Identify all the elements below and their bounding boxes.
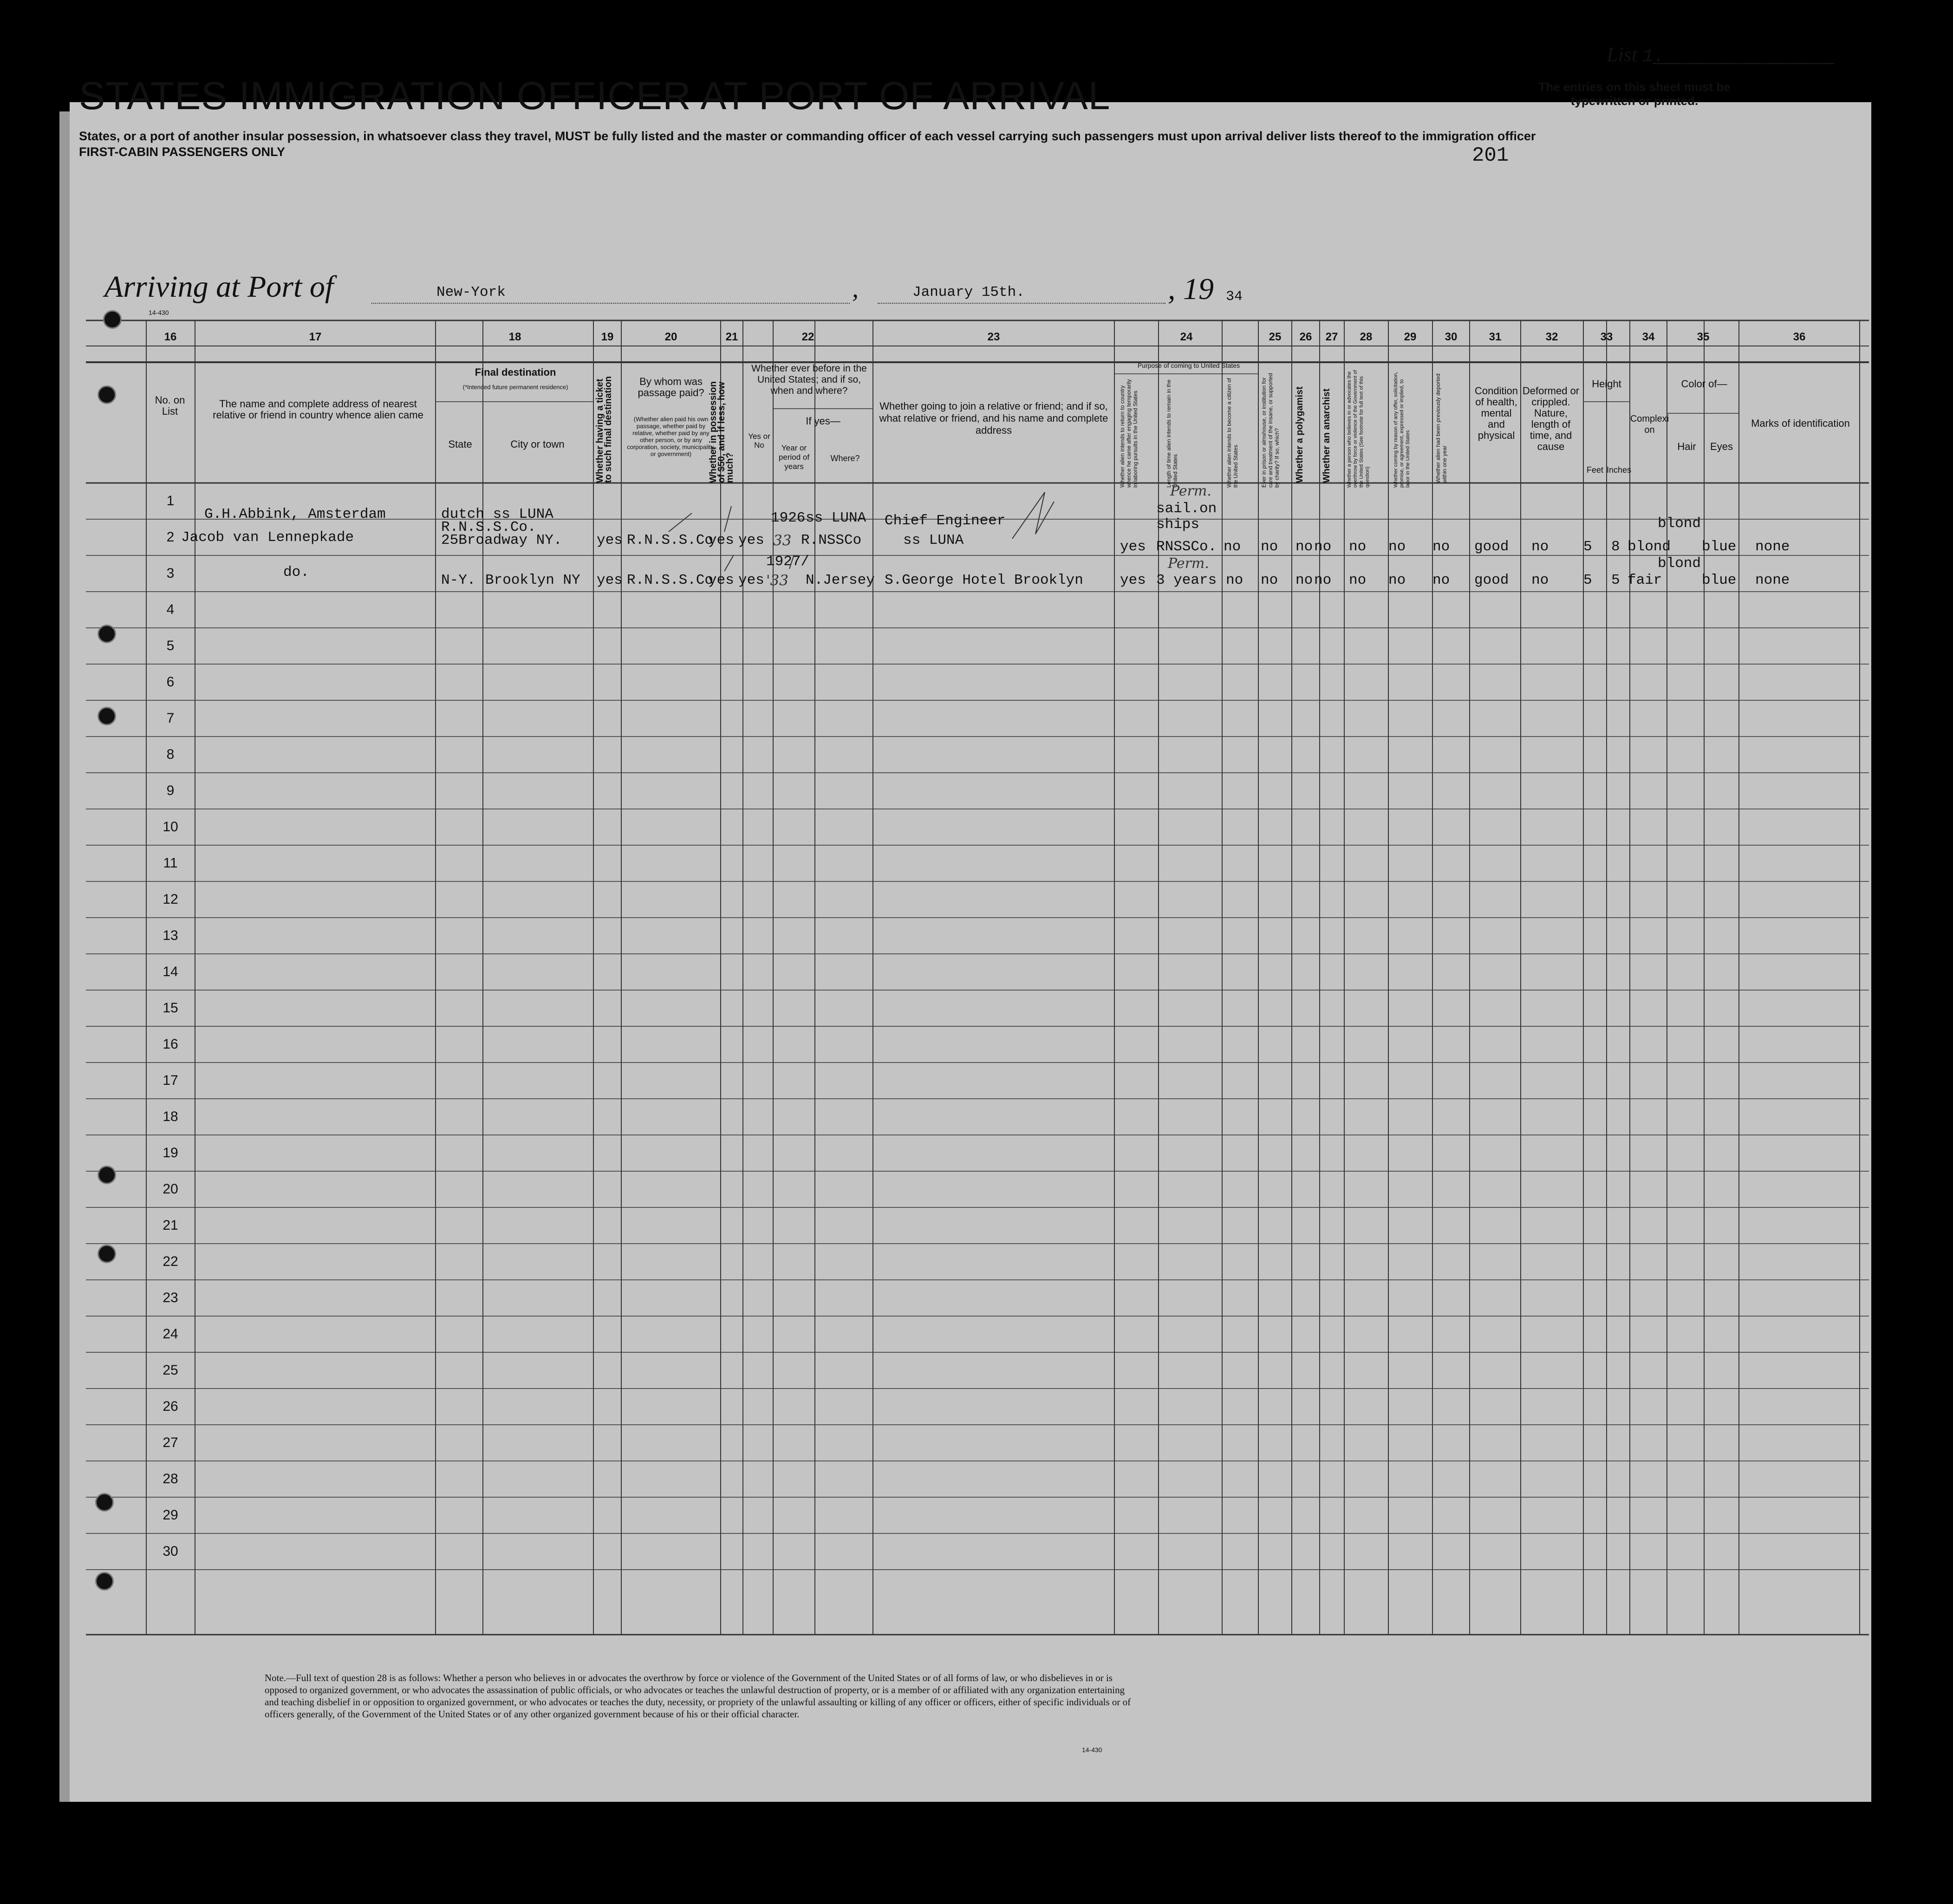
column-number: 22 — [801, 331, 814, 343]
entry-2-join: S.George Hotel Brooklyn — [885, 572, 1083, 588]
year-suffix: 34 — [1226, 289, 1243, 305]
punch-hole — [95, 1493, 114, 1512]
header-height: Height — [1592, 378, 1621, 390]
tick-mark — [1012, 492, 1054, 539]
entry-1-ticket: yes — [597, 532, 623, 548]
row-number: 14 — [163, 964, 178, 979]
column-number: 23 — [987, 331, 1000, 343]
entry-1-inches: 8 — [1611, 539, 1620, 555]
row-number: 12 — [163, 892, 178, 907]
entry-2-overthrow: no — [1349, 572, 1367, 588]
entry-1-destination-line1: dutch ss LUNA — [441, 506, 553, 522]
entry-1-destination-line2: R.N.S.S.Co. — [441, 519, 536, 535]
row-number: 30 — [163, 1544, 178, 1559]
header-complexion: Complexion — [1630, 414, 1669, 435]
entry-2-deformed: no — [1531, 572, 1549, 588]
entry-1-relative-line1: G.H.Abbink, Amsterdam — [204, 506, 386, 522]
header-fifty-dollars: Whether in possession of $50, and if less, how much? — [708, 381, 735, 483]
entry-1-before: yes — [738, 532, 764, 548]
row-number: 5 — [166, 638, 175, 653]
entry-2-relative: do. — [283, 564, 309, 580]
column-number: 20 — [664, 331, 677, 343]
row-number: 16 — [163, 1037, 178, 1052]
entry-2-offer: no — [1388, 572, 1406, 588]
header-if-yes: If yes— — [806, 415, 840, 427]
entry-2-health: good — [1474, 572, 1509, 588]
header-city: City or town — [510, 438, 565, 450]
entry-2-marks: none — [1755, 572, 1790, 588]
entry-1-money: yes — [708, 532, 734, 548]
comma-1: , — [852, 274, 859, 303]
tick-mark — [724, 506, 731, 532]
entry-1-join-line1: Chief Engineer — [885, 513, 1006, 529]
header-feet: Feet — [1586, 465, 1604, 475]
row-number: 15 — [163, 1000, 178, 1016]
row-number: 26 — [163, 1399, 178, 1414]
row-number: 28 — [163, 1471, 178, 1487]
date-value: January 15th. — [912, 284, 1025, 300]
entry-1-polygamist: no — [1295, 539, 1313, 555]
header-nearest-relative: The name and complete address of nearest relative or friend in country whence alien came — [213, 398, 423, 421]
row-number: 20 — [163, 1181, 178, 1197]
entry-2-feet: 5 — [1583, 572, 1592, 588]
header-ticket: Whether having a ticket to such final destination — [595, 376, 613, 483]
row-number: 29 — [163, 1507, 178, 1523]
header-yes-no: Yes or No — [748, 432, 770, 450]
entry-1-where: ss LUNA — [806, 510, 866, 526]
punch-hole — [98, 1245, 116, 1263]
entry-2-before: yes — [738, 572, 764, 588]
header-anarchist: Whether an anarchist — [1322, 388, 1332, 483]
row-number: 6 — [166, 674, 175, 690]
header-length-stay: Length of time alien intends to remain in the United States — [1165, 379, 1178, 488]
row-number: 27 — [163, 1435, 178, 1450]
entry-1-length-handwritten: Perm. — [1170, 483, 1211, 499]
row-number: 9 — [166, 783, 175, 798]
entry-1-offer: no — [1388, 539, 1406, 555]
header-marks: Marks of identification — [1751, 417, 1850, 429]
entry-2-destination-city: Brooklyn NY — [485, 572, 580, 588]
row-number: 8 — [166, 747, 175, 762]
header-where: Where? — [830, 454, 860, 463]
entry-2-citizen: no — [1226, 572, 1243, 588]
header-passage-paid: By whom was passage paid? — [638, 376, 704, 398]
header-labor-offer: Whether coming by reason of any offer, solicitation, promise, or agreement, expressed or implied, to labor in the United States — [1393, 372, 1411, 488]
column-number: 34 — [1642, 331, 1655, 343]
header-hair: Hair — [1677, 441, 1696, 452]
entry-2-length-handwritten: Perm. — [1168, 555, 1209, 572]
header-color-of: Color of— — [1681, 378, 1727, 390]
row-number: 3 — [166, 566, 175, 581]
punch-hole — [95, 1572, 114, 1591]
header-eyes: Eyes — [1710, 441, 1733, 452]
punch-hole — [98, 625, 116, 643]
column-number: 30 — [1445, 331, 1458, 343]
entry-1-join-line2: ss LUNA — [903, 532, 964, 548]
column-number: 35 — [1697, 331, 1710, 343]
header-become-citizen: Whether alien intends to become a citizen of the United States — [1226, 378, 1239, 488]
entry-1-length-line2: ships — [1156, 516, 1200, 533]
entry-1-year: 1926 — [771, 510, 806, 526]
row-number: 24 — [163, 1326, 178, 1342]
entry-2-complexion: fair — [1628, 572, 1662, 588]
entry-1-paid-by: R.N.S.S.Co — [627, 532, 714, 548]
list-number: 1. — [1642, 46, 1665, 67]
entry-1-length-line1: sail.on — [1156, 501, 1217, 517]
form-code-top: 14-430 — [149, 309, 169, 316]
row-number: 2 — [166, 529, 175, 545]
row-number: 4 — [166, 602, 175, 617]
entry-1-destination-line3: 25Broadway NY. — [441, 532, 562, 548]
entry-1-anarchist: no — [1314, 539, 1332, 555]
column-number: 31 — [1489, 331, 1502, 343]
entry-2-year: 1927/ — [766, 554, 810, 570]
column-number: 21 — [725, 331, 738, 343]
column-number: 32 — [1545, 331, 1558, 343]
entry-2-length: 3 years — [1156, 572, 1217, 588]
row-number: 11 — [163, 855, 178, 871]
column-number: 19 — [601, 331, 614, 343]
punch-hole — [98, 385, 116, 404]
row-number: 18 — [163, 1109, 178, 1124]
column-number: 25 — [1269, 331, 1282, 343]
entry-1-return: yes — [1120, 539, 1146, 555]
header-join-relative: Whether going to join a relative or friend; and if so, what relative or friend, and his name and complete address — [879, 400, 1108, 436]
entry-1-citizen: no — [1224, 539, 1241, 555]
row-number: 13 — [163, 928, 178, 943]
row-number: 21 — [163, 1218, 178, 1233]
row-number: 25 — [163, 1363, 178, 1378]
header-final-destination: Final destination — [475, 366, 556, 378]
header-overthrow: Whether a person who believes in or advocates the overthrow by force or violence of the Government of the United States (See footnote for full text of this question) — [1347, 370, 1370, 488]
entry-2-money: yes — [708, 572, 734, 588]
header-deported: Whether alien had been previously deported within one year — [1435, 373, 1448, 483]
entry-1-health: good — [1474, 539, 1509, 555]
header-polygamist: Whether a polygamist — [1295, 386, 1305, 483]
punch-hole — [98, 707, 116, 725]
form-subtitle: States, or a port of another insular possession, in whatsoever class they travel, MUST be fully listed and the master or commanding officer of each vessel carrying such passengers must upon arrival deliver lists thereof to the immigration officer — [79, 129, 1536, 143]
column-number: 27 — [1325, 331, 1338, 343]
header-before-in-us: Whether ever before in the United States; and if so, when and where? — [751, 363, 867, 396]
tick-mark — [669, 513, 692, 532]
entry-1-eyes: blue — [1702, 539, 1737, 555]
footnote: Note.—Full text of question 28 is as follows: Whether a person who believes in or advocates the overthrow by force or violence of the Government of the United States or of all forms of law, or who disbelieves in or is opposed to organized government, or who advocates the assassination of public officials, or who advocates or teaches the unlawful destruction of property, or is a member of or affiliated with any organization entertaining and teaching disbelief in or opposition to organized government, or who advocates or teaches the duty, necessity, or propriety of the unlawful assaulting or killing of any officer or officers, either of specific individuals or of officers generally, of the Government of the United States or of any other organized government because of his or their official character. — [265, 1672, 1131, 1720]
entry-2-deported: no — [1432, 572, 1450, 588]
row-number: 23 — [163, 1290, 178, 1305]
entry-1-marks: none — [1755, 539, 1790, 555]
port-value: New-York — [436, 284, 506, 300]
header-final-destination-note: (*Intended future permanent residence) — [462, 384, 568, 391]
entry-1-deported: no — [1432, 539, 1450, 555]
entry-2-year2: '33 — [766, 572, 788, 589]
column-number: 16 — [164, 331, 177, 343]
header-prison: Ever in prison or almshouse, or institution for care and treatment of the insane, or supported by charity? If so, which? — [1261, 373, 1280, 488]
form-title: STATES IMMIGRATION OFFICER AT PORT OF ARRIVAL — [79, 74, 1111, 117]
entry-2-inches: 5 — [1611, 572, 1620, 588]
year-prefix: , 19 — [1168, 272, 1214, 306]
entry-2-ticket: yes — [597, 572, 623, 588]
entry-1-year2: 33 — [773, 532, 792, 549]
form-code-bottom: 14-430 — [1082, 1746, 1102, 1754]
entry-1-complexion: blond — [1628, 539, 1671, 555]
entry-2-destination-state: N-Y. — [441, 572, 476, 588]
passenger-class: FIRST-CABIN PASSENGERS ONLY — [79, 145, 286, 159]
entry-1-prison: no — [1261, 539, 1278, 555]
header-purpose: Purpose of coming to United States — [1137, 362, 1240, 369]
row-number: 22 — [163, 1254, 178, 1269]
entry-2-eyes: blue — [1702, 572, 1737, 588]
punch-hole — [103, 310, 122, 329]
punch-hole — [98, 1166, 116, 1184]
entry-1-relative-line2: Jacob van Lennepkade — [181, 529, 354, 546]
row-number: 17 — [163, 1073, 178, 1088]
header-deformed: Deformed or crippled. Nature, length of time, and cause — [1522, 385, 1580, 452]
tick-mark — [789, 555, 794, 569]
entry-1-feet: 5 — [1583, 539, 1592, 555]
entry-1-overthrow: no — [1349, 539, 1367, 555]
entry-1-deformed: no — [1531, 539, 1549, 555]
column-number: 26 — [1299, 331, 1312, 343]
column-number: 18 — [508, 331, 521, 343]
row-number: 7 — [166, 711, 175, 726]
column-number: 28 — [1360, 331, 1373, 343]
column-number: 33 — [1600, 331, 1613, 343]
entry-2-where: N.Jersey — [806, 572, 875, 588]
entry-2-prison: no — [1261, 572, 1278, 588]
entry-2-hair: blond — [1658, 555, 1701, 572]
header-state: State — [448, 438, 472, 450]
arriving-label: Arriving at Port of — [104, 270, 334, 304]
column-number: 36 — [1793, 331, 1806, 343]
row-number: 19 — [163, 1145, 178, 1161]
list-label-text: List — [1607, 43, 1638, 66]
entry-2-return: yes — [1120, 572, 1146, 588]
entry-2-paid-by: R.N.S.S.Co — [627, 572, 714, 588]
header-inches: Inches — [1607, 465, 1632, 475]
row-number: 1 — [166, 493, 175, 509]
column-number: 29 — [1404, 331, 1417, 343]
entry-1-length-line3: RNSSCo. — [1156, 539, 1217, 555]
entry-2-polygamist: no — [1295, 572, 1313, 588]
tick-mark — [724, 555, 734, 571]
entry-1-where2: R.NSSCo — [801, 532, 862, 548]
header-no-on-list: No. on List — [155, 394, 185, 417]
entry-2-anarchist: no — [1314, 572, 1332, 588]
header-health: Condition of health, mental and physical — [1475, 385, 1518, 441]
column-number: 24 — [1180, 331, 1193, 343]
header-passage-note: (Whether alien paid his own passage, whether paid by relative, whether paid by any other person, or by any corporation, society, municipality, or government) — [627, 416, 715, 457]
column-number: 17 — [309, 331, 322, 343]
header-intends-return: Whether alien intends to return to country whence he came after engaging temporarily in laboring pursuits in the United States — [1119, 379, 1139, 488]
typewritten-notice: The entries on this sheet must be typewritten or printed. — [1538, 80, 1731, 108]
stamp-number: 201 — [1472, 144, 1509, 167]
header-year-period: Year or period of years — [778, 443, 810, 471]
entry-1-hair: blond — [1658, 515, 1701, 532]
row-number: 10 — [163, 819, 178, 835]
